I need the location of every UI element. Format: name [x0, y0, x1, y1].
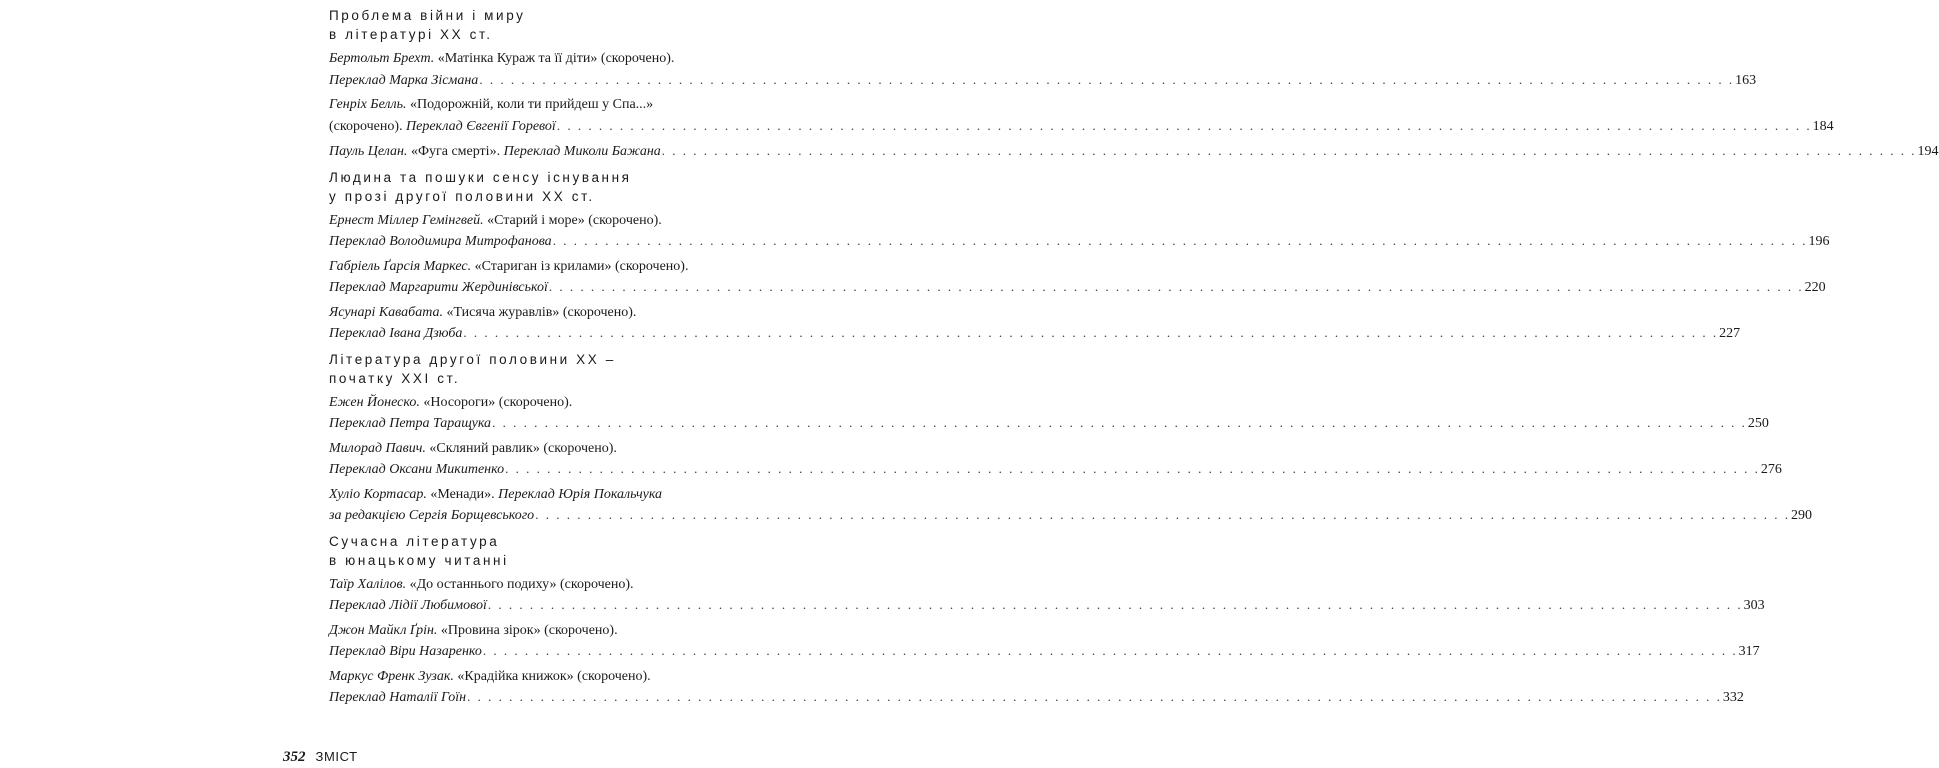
entry-text: Переклад Юрія Покальчука — [498, 486, 663, 502]
entry-text: Переклад Маргарити Жердинівської — [329, 280, 548, 295]
entry-last-line — [329, 70, 1757, 92]
entry-line — [329, 485, 739, 506]
entry-last-line — [329, 687, 1744, 709]
entry-line — [329, 667, 739, 688]
entry-line — [329, 439, 739, 460]
entry-page-number: 332 — [1722, 690, 1744, 705]
entry-last-line — [329, 459, 1782, 481]
entry-last-line — [329, 323, 1741, 345]
entry-text: Переклад Марка Зісмана — [329, 72, 479, 88]
dot-leader: . . . . . . . . . . . . . . . . . . . . . . . . . . . . . . . . . . . . . . . . . . . . . . . . . . . . . . . . . . . . . . . . . . . . . . . . . . . . . . . . . . . . . . . . . . . . . . . . . . . . . . . . . . . . . . . . . . . . . . . . — [482, 643, 1738, 658]
section-title — [329, 168, 739, 206]
dot-leader: . . . . . . . . . . . . . . . . . . . . . . . . . . . . . . . . . . . . . . . . . . . . . . . . . . . . . . . . . . . . . . . . . . . . . . . . . . . . . . . . . . . . . . . . . . . . . . . . . . . . . . . . . . . . . . . . . . . . . . . . — [661, 143, 1917, 158]
entry-page-number: 290 — [1790, 508, 1812, 523]
entry-page-number: 303 — [1743, 598, 1765, 613]
dot-leader: . . . . . . . . . . . . . . . . . . . . . . . . . . . . . . . . . . . . . . . . . . . . . . . . . . . . . . . . . . . . . . . . . . . . . . . . . . . . . . . . . . . . . . . . . . . . . . . . . . . . . . . . . . . . . . . . . . . . . . . . — [487, 597, 1743, 612]
toc-entry[interactable] — [329, 393, 1769, 435]
toc-entry[interactable] — [329, 141, 1939, 163]
entry-text: Хуліо Кортасар. — [329, 486, 427, 502]
entry-last-line — [329, 595, 1765, 617]
entry-line — [329, 257, 739, 278]
entry-last-line — [329, 413, 1769, 435]
section-title-line: в літературі XX ст. — [329, 27, 493, 42]
toc-entry[interactable] — [329, 211, 1830, 253]
entry-text: Переклад Петра Таращука — [329, 416, 492, 431]
entry-text: Габріель Ґарсія Маркес. — [329, 258, 472, 274]
entry-text: Переклад Євгенії Горевої — [406, 118, 556, 134]
entry-line — [329, 49, 739, 70]
entry-text: Переклад Оксани Микитенко — [329, 462, 505, 477]
section-title-line: Сучасна література — [329, 533, 500, 549]
entry-text: Джон Майкл Ґрін. — [329, 622, 438, 638]
dot-leader: . . . . . . . . . . . . . . . . . . . . . . . . . . . . . . . . . . . . . . . . . . . . . . . . . . . . . . . . . . . . . . . . . . . . . . . . . . . . . . . . . . . . . . . . . . . . . . . . . . . . . . . . . . . . . . . . . . . . . . . . — [535, 507, 1790, 522]
dot-leader: . . . . . . . . . . . . . . . . . . . . . . . . . . . . . . . . . . . . . . . . . . . . . . . . . . . . . . . . . . . . . . . . . . . . . . . . . . . . . . . . . . . . . . . . . . . . . . . . . . . . . . . . . . . . . . . . . . . . . . . . — [556, 117, 1812, 133]
entry-line — [329, 324, 462, 345]
entry-text: Переклад Івана Дзюба — [329, 326, 463, 341]
entry-text: «Фуга смерті». — [407, 144, 504, 159]
section-title — [329, 532, 739, 570]
section-title — [329, 350, 739, 388]
entry-line — [329, 642, 482, 663]
toc-entry[interactable] — [329, 257, 1826, 299]
dot-leader: . . . . . . . . . . . . . . . . . . . . . . . . . . . . . . . . . . . . . . . . . . . . . . . . . . . . . . . . . . . . . . . . . . . . . . . . . . . . . . . . . . . . . . . . . . . . . . . . . . . . . . . . . . . . . . . . . . . . . . . . — [479, 71, 1735, 87]
entry-text: «Крадійка книжок» (скорочено). — [453, 668, 651, 684]
entry-line — [329, 71, 478, 92]
running-head: ЗМІСТ — [315, 749, 358, 764]
entry-line — [329, 596, 487, 617]
entry-line — [329, 460, 504, 481]
entry-text: Пауль Целан. — [329, 144, 408, 159]
section-title — [329, 6, 739, 44]
entry-page-number: 194 — [1917, 144, 1939, 159]
entry-text: Маркус Френк Зузак. — [329, 668, 454, 684]
page-number: 352 — [283, 749, 306, 765]
toc-entry[interactable] — [329, 439, 1782, 481]
entry-text: «Матінка Кураж та її діти» (скорочено). — [434, 51, 675, 66]
entry-text: Ернест Міллер Гемінгвей. — [329, 212, 484, 228]
entry-text: Ясунарі Кавабата. — [329, 304, 443, 320]
entry-last-line — [329, 277, 1826, 299]
entry-page-number: 276 — [1760, 462, 1782, 477]
entry-text: за редакцією Сергія Борщевського — [329, 508, 535, 523]
entry-line — [329, 414, 491, 435]
dot-leader: . . . . . . . . . . . . . . . . . . . . . . . . . . . . . . . . . . . . . . . . . . . . . . . . . . . . . . . . . . . . . . . . . . . . . . . . . . . . . . . . . . . . . . . . . . . . . . . . . . . . . . . . . . . . . . . . . . . . . . . . — [552, 233, 1808, 248]
entry-line — [329, 393, 739, 414]
entry-page-number: 184 — [1812, 118, 1834, 134]
section-title-line: початку XXI ст. — [329, 370, 461, 386]
table-of-contents — [329, 6, 1939, 713]
entry-text: «Менади». — [426, 486, 499, 502]
entry-line — [329, 278, 548, 299]
entry-page-number: 163 — [1735, 72, 1757, 88]
entry-text: «Старий і море» (скорочено). — [483, 212, 662, 228]
toc-entry[interactable] — [329, 575, 1765, 617]
toc-entry[interactable] — [329, 485, 1812, 527]
entry-line — [329, 688, 466, 709]
entry-text: Переклад Володимира Митрофанова — [329, 234, 552, 249]
entry-line — [329, 303, 739, 324]
entry-text: Переклад Миколи Бажана — [503, 144, 661, 159]
entry-text: «Скляний равлик» (скорочено). — [425, 440, 617, 456]
entry-text: Милорад Павич. — [329, 440, 426, 456]
entry-text: Переклад Наталії Гоїн — [329, 690, 467, 705]
entry-text: (скорочено). — [329, 118, 407, 134]
toc-entry[interactable] — [329, 303, 1741, 345]
entry-text: Переклад Лідії Любимової — [329, 598, 487, 613]
entry-line — [329, 95, 739, 116]
entry-text: Бертольт Брехт. — [329, 51, 435, 66]
entry-last-line — [329, 641, 1760, 663]
page-footer — [283, 748, 358, 766]
section-title-line: Література другої половини XX – — [329, 351, 616, 367]
entry-text: Ежен Йонеско. — [329, 394, 420, 410]
toc-entry[interactable] — [329, 621, 1760, 663]
dot-leader: . . . . . . . . . . . . . . . . . . . . . . . . . . . . . . . . . . . . . . . . . . . . . . . . . . . . . . . . . . . . . . . . . . . . . . . . . . . . . . . . . . . . . . . . . . . . . . . . . . . . . . . . . . . . . . . . . . . . . . . . — [467, 689, 1722, 704]
entry-text: Переклад Віри Назаренко — [329, 644, 482, 659]
dot-leader: . . . . . . . . . . . . . . . . . . . . . . . . . . . . . . . . . . . . . . . . . . . . . . . . . . . . . . . . . . . . . . . . . . . . . . . . . . . . . . . . . . . . . . . . . . . . . . . . . . . . . . . . . . . . . . . . . . . . . . . . — [492, 415, 1747, 430]
entry-line — [329, 117, 556, 138]
entry-page-number: 250 — [1747, 416, 1769, 431]
section-title-line: в юнацькому читанні — [329, 552, 509, 568]
entry-last-line — [329, 141, 1939, 163]
entry-line — [329, 232, 552, 253]
entry-text: «Провина зірок» (скорочено). — [437, 622, 618, 638]
entry-text: «Стариган із крилами» (скорочено). — [471, 258, 689, 274]
entry-page-number: 317 — [1738, 644, 1760, 659]
entry-line — [329, 575, 739, 596]
entry-text: «Тисяча журавлів» (скорочено). — [442, 304, 637, 320]
section-title-line: Людина та пошуки сенсу існування — [329, 169, 632, 185]
entry-text: «До останнього подиху» (скорочено). — [406, 576, 634, 592]
entry-page-number: 220 — [1804, 280, 1826, 295]
entry-line — [329, 506, 534, 527]
entry-text: «Носороги» (скорочено). — [419, 394, 573, 410]
toc-entry[interactable] — [329, 95, 1834, 137]
entry-line — [329, 621, 739, 642]
entry-last-line — [329, 116, 1834, 138]
entry-last-line — [329, 231, 1830, 253]
entry-text: Таїр Халілов. — [329, 576, 407, 592]
toc-entry[interactable] — [329, 667, 1744, 709]
entry-last-line — [329, 505, 1812, 527]
section-title-line: у прозі другої половини XX ст. — [329, 188, 595, 204]
entry-line — [329, 142, 661, 163]
entry-page-number: 227 — [1719, 326, 1741, 341]
entry-text: «Подорожній, коли ти прийдеш у Спа...» — [406, 97, 654, 112]
entry-text: Генріх Белль. — [329, 97, 407, 112]
dot-leader: . . . . . . . . . . . . . . . . . . . . . . . . . . . . . . . . . . . . . . . . . . . . . . . . . . . . . . . . . . . . . . . . . . . . . . . . . . . . . . . . . . . . . . . . . . . . . . . . . . . . . . . . . . . . . . . . . . . . . . . . — [548, 279, 1804, 294]
entry-page-number: 196 — [1808, 234, 1830, 249]
section-title-line: Проблема війни і миру — [329, 8, 526, 23]
entry-line — [329, 211, 739, 232]
dot-leader: . . . . . . . . . . . . . . . . . . . . . . . . . . . . . . . . . . . . . . . . . . . . . . . . . . . . . . . . . . . . . . . . . . . . . . . . . . . . . . . . . . . . . . . . . . . . . . . . . . . . . . . . . . . . . . . . . . . . . . . . — [463, 325, 1719, 340]
dot-leader: . . . . . . . . . . . . . . . . . . . . . . . . . . . . . . . . . . . . . . . . . . . . . . . . . . . . . . . . . . . . . . . . . . . . . . . . . . . . . . . . . . . . . . . . . . . . . . . . . . . . . . . . . . . . . . . . . . . . . . . . — [505, 461, 1760, 476]
toc-entry[interactable] — [329, 49, 1757, 91]
